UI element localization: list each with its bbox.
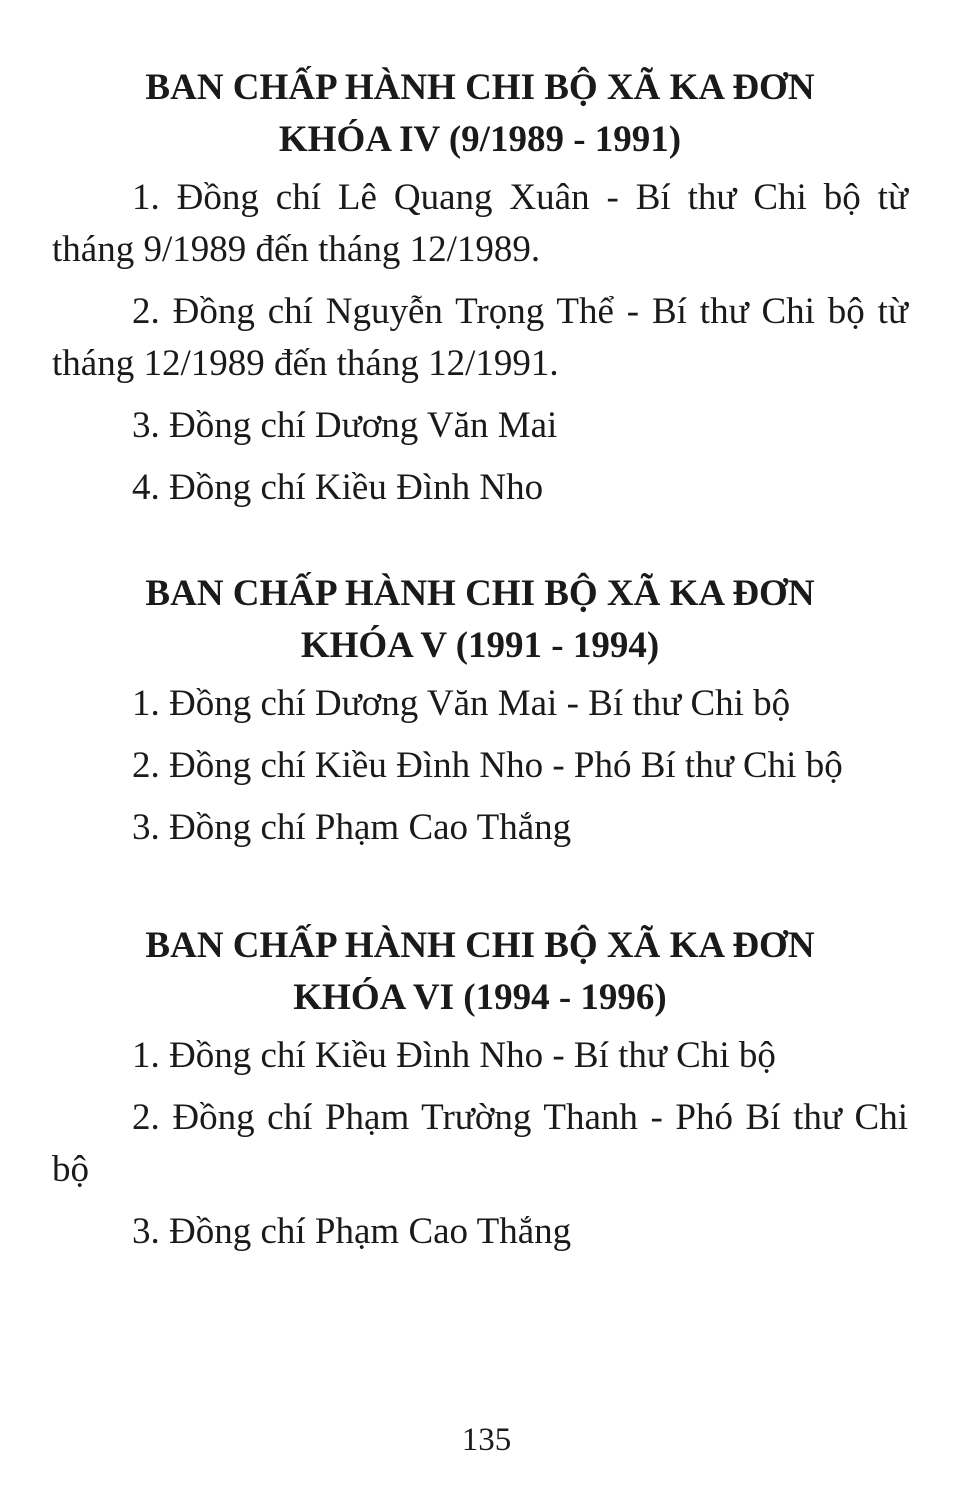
section-khoa-iv — [52, 62, 908, 514]
heading-line-2: KHÓA IV (9/1989 - 1991) — [278, 119, 682, 160]
list-item: 3. Đồng chí Dương Văn Mai — [132, 405, 558, 446]
list-item: 1. Đồng chí Kiều Đình Nho - Bí thư Chi bộ — [132, 1035, 776, 1076]
list-item: 2. Đồng chí Kiều Đình Nho - Phó Bí thư Chi bộ — [132, 745, 843, 786]
heading-line-1: BAN CHẤP HÀNH CHI BỘ XÃ KA ĐƠN — [145, 67, 815, 108]
section-heading — [52, 920, 908, 1024]
heading-line-2: KHÓA VI (1994 - 1996) — [293, 977, 667, 1018]
list-item: 1. Đồng chí Lê Quang Xuân - Bí thư Chi bộ từ tháng 9/1989 đến tháng 12/1989. — [52, 177, 908, 270]
list-item: 3. Đồng chí Phạm Cao Thắng — [132, 807, 572, 848]
member-list — [52, 678, 908, 854]
section-heading — [52, 62, 908, 166]
heading-line-2: KHÓA V (1991 - 1994) — [300, 625, 660, 666]
heading-line-1: BAN CHẤP HÀNH CHI BỘ XÃ KA ĐƠN — [145, 925, 815, 966]
section-khoa-v — [52, 568, 908, 854]
member-list — [52, 172, 908, 514]
section-heading — [52, 568, 908, 672]
member-list — [52, 1030, 908, 1258]
page-number: 135 — [461, 1422, 512, 1458]
section-khoa-vi — [52, 920, 908, 1258]
heading-line-1: BAN CHẤP HÀNH CHI BỘ XÃ KA ĐƠN — [145, 573, 815, 614]
list-item: 4. Đồng chí Kiều Đình Nho — [132, 467, 544, 508]
list-item: 2. Đồng chí Phạm Trường Thanh - Phó Bí thư Chi bộ — [52, 1097, 908, 1190]
list-item: 1. Đồng chí Dương Văn Mai - Bí thư Chi bộ — [132, 683, 791, 724]
list-item: 2. Đồng chí Nguyễn Trọng Thể - Bí thư Chi bộ từ tháng 12/1989 đến tháng 12/1991. — [52, 291, 908, 384]
list-item: 3. Đồng chí Phạm Cao Thắng — [132, 1211, 572, 1252]
